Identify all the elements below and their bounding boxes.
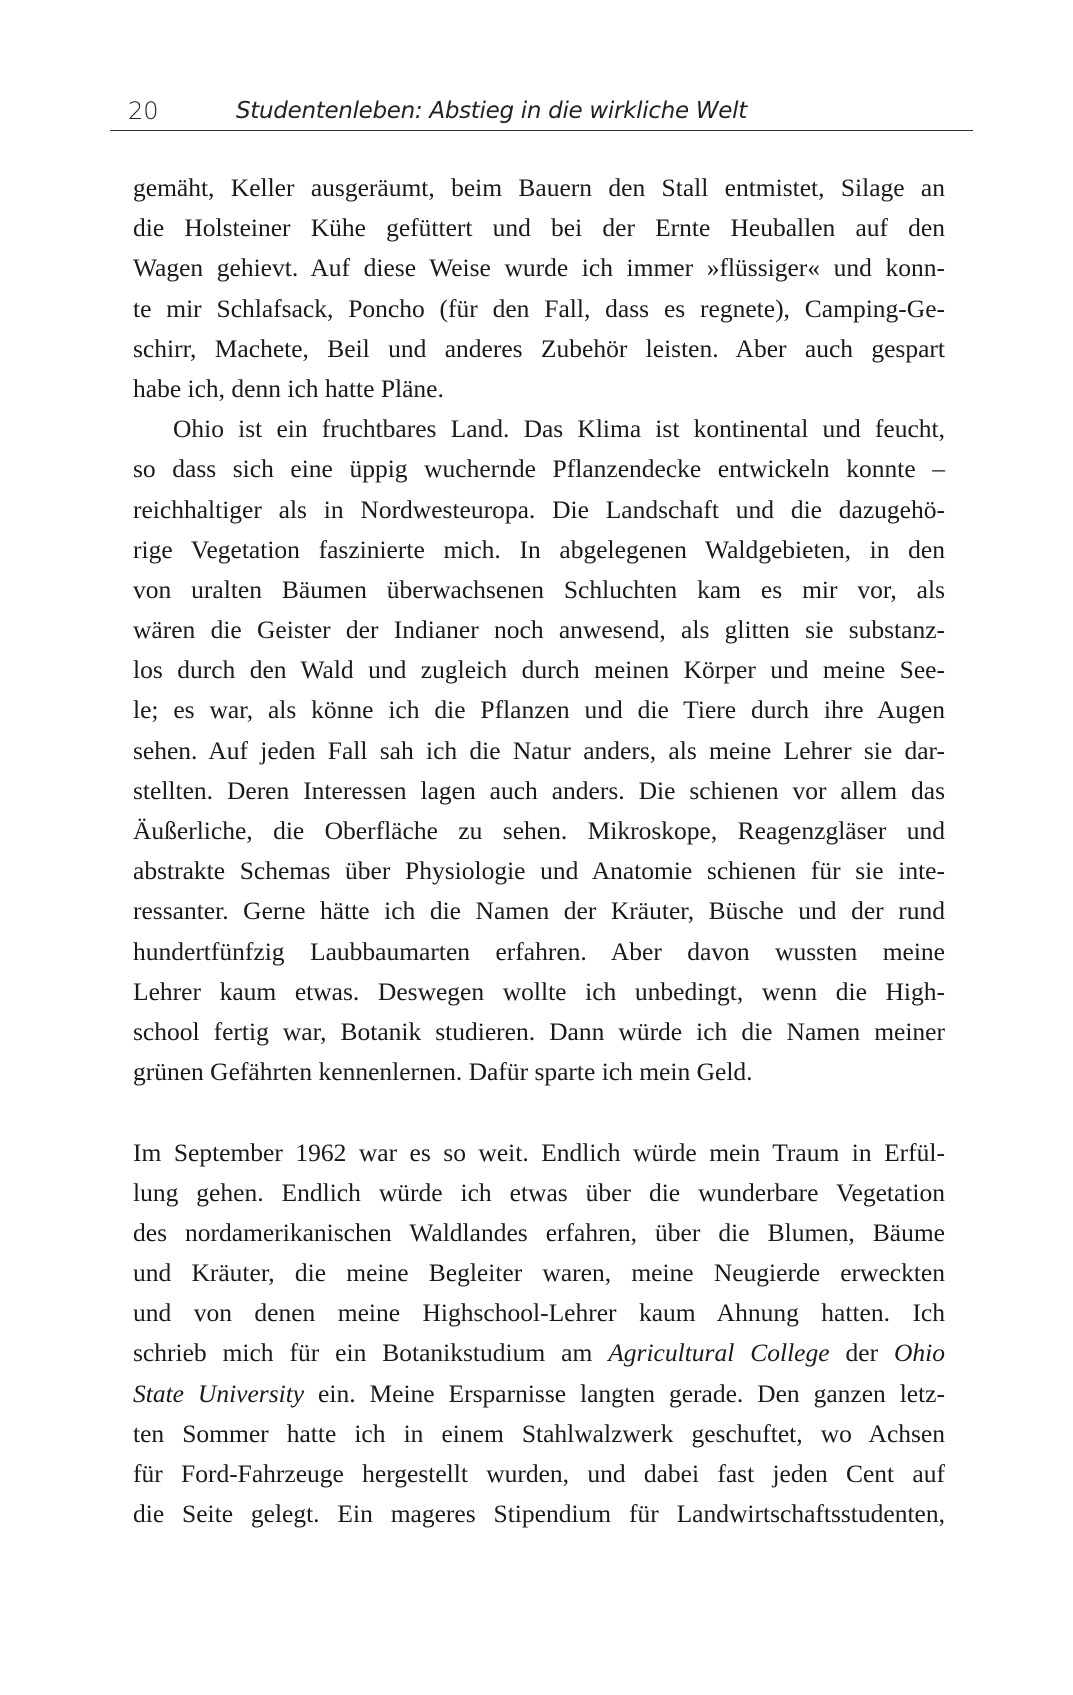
text-line: so dass sich eine üppig wuchernde Pflanzendecke entwickeln konnte – bbox=[133, 454, 945, 484]
text-line: Äußerliche, die Oberfläche zu sehen. Mikroskope, Reagenzgläser und bbox=[133, 816, 945, 845]
text-line: die Holsteiner Kühe gefüttert und bei der Ernte Heuballen auf den bbox=[133, 213, 945, 243]
text-line bbox=[133, 1374, 945, 1414]
italic-university-name: State University bbox=[133, 1378, 305, 1408]
text-line: Wagen gehievt. Auf diese Weise wurde ich immer »flüssiger« und konn- bbox=[133, 253, 945, 283]
paragraph-1 bbox=[133, 168, 945, 409]
text-line: te mir Schlafsack, Poncho (für den Fall, dass es regnete), Camping-Ge- bbox=[133, 293, 945, 323]
paragraph-3 bbox=[133, 1133, 945, 1535]
running-title: Studentenleben: Abstieg in die wirkliche Welt bbox=[236, 98, 747, 124]
text-line: Lehrer kaum etwas. Deswegen wollte ich unbedingt, wenn die High- bbox=[133, 976, 945, 1006]
paragraph-2 bbox=[133, 409, 945, 1092]
text-line bbox=[133, 1333, 945, 1373]
text-line: reichhaltiger als in Nordwesteuropa. Die Landschaft und die dazugehö- bbox=[133, 494, 945, 524]
text-line: le; es war, als könne ich die Pflanzen und die Tiere durch ihre Augen bbox=[133, 695, 945, 725]
italic-college-name: Agricultural College bbox=[608, 1338, 830, 1368]
text-line: sehen. Auf jeden Fall sah ich die Natur anders, als meine Lehrer sie dar- bbox=[133, 735, 945, 765]
text-line: lung gehen. Endlich würde ich etwas über die wunderbare Vegetation bbox=[133, 1177, 945, 1207]
text-line: school fertig war, Botanik studieren. Dann würde ich die Namen meiner bbox=[133, 1016, 945, 1046]
text-line: rige Vegetation faszinierte mich. In abgelegenen Waldgebieten, in den bbox=[133, 534, 945, 564]
text-line: Im September 1962 war es so weit. Endlich würde mein Traum in Erfül- bbox=[133, 1137, 945, 1167]
text-run: schrieb mich für ein Botanikstudium am bbox=[133, 1338, 609, 1368]
text-line: wären die Geister der Indianer noch anwesend, als glitten sie substanz- bbox=[133, 615, 945, 645]
text-line: gemäht, Keller ausgeräumt, beim Bauern den Stall entmistet, Silage an bbox=[133, 173, 945, 202]
text-line: stellten. Deren Interessen lagen auch anders. Die schienen vor allem das bbox=[133, 775, 945, 805]
text-line: ten Sommer hatte ich in einem Stahlwalzwerk geschuftet, wo Achsen bbox=[133, 1418, 945, 1448]
text-run: der bbox=[829, 1338, 894, 1368]
text-line: und von denen meine Highschool-Lehrer kaum Ahnung hatten. Ich bbox=[133, 1298, 945, 1328]
text-line: los durch den Wald und zugleich durch meinen Körper und meine See- bbox=[133, 655, 945, 685]
text-line: grünen Gefährten kennenlernen. Dafür sparte ich mein Geld. bbox=[133, 1057, 753, 1087]
text-line: hundertfünfzig Laubbaumarten erfahren. Aber davon wussten meine bbox=[133, 936, 945, 966]
text-line: Ohio ist ein fruchtbares Land. Das Klima ist kontinental und feucht, bbox=[173, 414, 945, 444]
text-line: abstrakte Schemas über Physiologie und Anatomie schienen für sie inte- bbox=[133, 856, 945, 886]
italic-university-name: Ohio bbox=[894, 1338, 945, 1368]
body-text bbox=[133, 168, 945, 1534]
text-line: die Seite gelegt. Ein mageres Stipendium für Landwirtschaftsstudenten, bbox=[133, 1499, 945, 1529]
text-line: habe ich, denn ich hatte Pläne. bbox=[133, 373, 444, 403]
text-line: schirr, Machete, Beil und anderes Zubehör leisten. Aber auch gespart bbox=[133, 333, 945, 363]
page-number: 20 bbox=[128, 97, 159, 125]
text-line: von uralten Bäumen überwachsenen Schluchten kam es mir vor, als bbox=[133, 574, 945, 604]
text-line: ressanter. Gerne hätte ich die Namen der Kräuter, Büsche und der rund bbox=[133, 896, 945, 926]
text-line: des nordamerikanischen Waldlandes erfahren, über die Blumen, Bäume bbox=[133, 1217, 945, 1247]
section-break bbox=[133, 1092, 945, 1132]
text-run: ein. Meine Ersparnisse langten gerade. Den ganzen letz- bbox=[304, 1378, 945, 1408]
running-header bbox=[110, 96, 973, 131]
text-line: für Ford-Fahrzeuge hergestellt wurden, und dabei fast jeden Cent auf bbox=[133, 1459, 945, 1488]
text-line: und Kräuter, die meine Begleiter waren, meine Neugierde erweckten bbox=[133, 1258, 945, 1288]
